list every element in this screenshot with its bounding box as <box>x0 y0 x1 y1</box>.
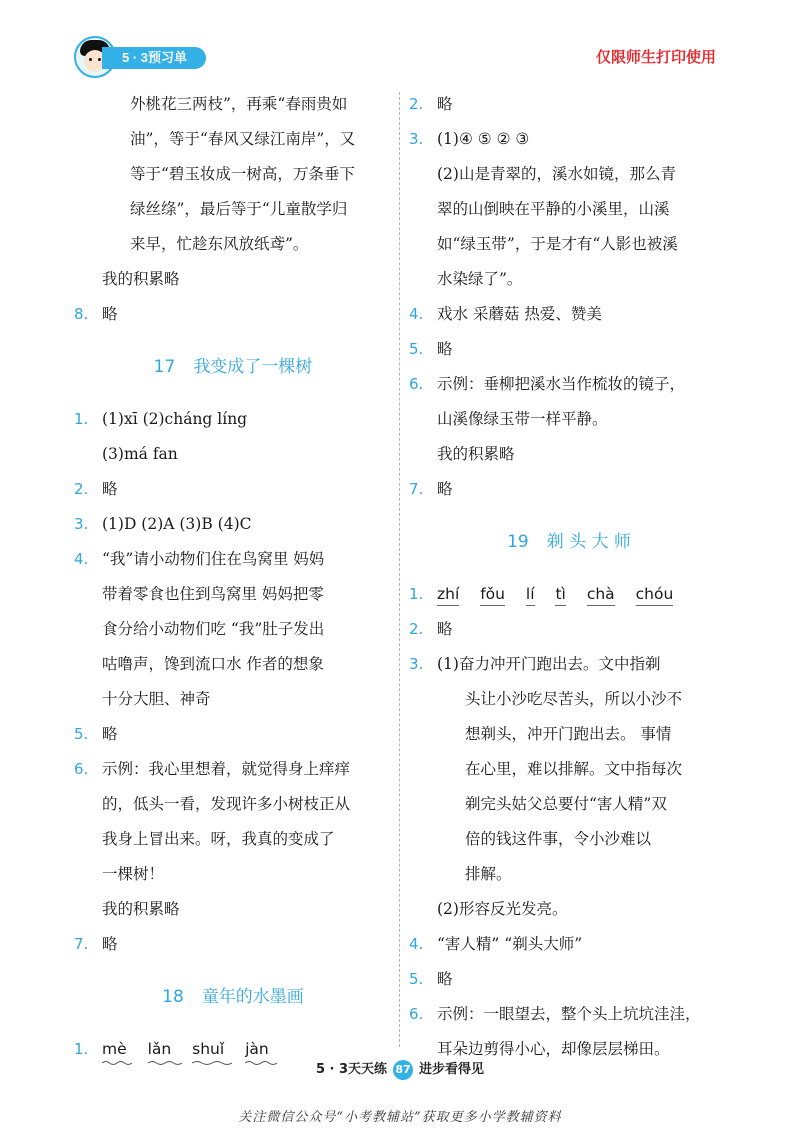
answer-item <box>74 542 392 577</box>
question-number: 2. <box>74 480 89 498</box>
watermark-note: 关注微信公众号“小考教辅站”获取更多小学教辅资料 <box>238 1110 562 1125</box>
answer-text: “害人精” “剃头大师” <box>437 935 583 953</box>
question-number: 1. <box>409 585 424 603</box>
page-header <box>0 0 800 90</box>
footer-slogan: 进步看得见 <box>419 1062 485 1077</box>
answer-text: 的，低头一看，发现许多小树枝正从 <box>102 795 351 813</box>
question-number: 2. <box>409 620 424 638</box>
answer-item <box>74 507 392 542</box>
lesson-number: 17 <box>153 357 176 377</box>
answer-text: (2)山是青翠的，溪水如镜，那么青 <box>437 165 676 183</box>
right-column <box>409 87 729 1067</box>
question-number: 6. <box>74 760 89 778</box>
answer-text: 示例：垂柳把溪水当作梳妆的镜子， <box>437 375 686 393</box>
answer-text: 示例：一眼望去，整个头上坑坑洼洼， <box>437 1005 701 1023</box>
answer-item <box>74 717 392 752</box>
question-number: 2. <box>409 95 424 113</box>
answer-text: 示例：我心里想着，就觉得身上痒痒 <box>102 760 351 778</box>
answer-item <box>409 577 729 612</box>
pinyin-answer: lǎn <box>148 1038 172 1060</box>
poem-line: 等于“碧玉妆成一树高，万条垂下 <box>130 165 355 183</box>
poem-line: 外桃花三两枝”，再乘“春雨贵如 <box>130 95 348 113</box>
answer-text: 我身上冒出来。呀，我真的变成了 <box>102 830 335 848</box>
pinyin-answer: mè <box>102 1038 127 1060</box>
poem-line: 来早，忙趁东风放纸鸢”。 <box>130 235 309 253</box>
answer-text: 十分大胆、神奇 <box>102 690 211 708</box>
pinyin-answer: fǒu <box>480 583 505 606</box>
answer-text: 翠的山倒映在平静的小溪里，山溪 <box>437 200 670 218</box>
answer-item <box>74 927 392 962</box>
answer-text: 略 <box>102 480 118 498</box>
answer-item <box>74 472 392 507</box>
answer-text: (3)má fan <box>102 445 178 463</box>
lesson-name: 我变成了一棵树 <box>193 357 313 377</box>
answer-text: 如“绿玉带”，于是才有“人影也被溪 <box>437 235 678 253</box>
pinyin-answer: chóu <box>636 583 674 606</box>
answer-item <box>409 927 729 962</box>
footer-brand: 5 · 3天天练 <box>315 1062 388 1077</box>
answer-text: 咕噜声，馋到流口水 作者的想象 <box>102 655 324 673</box>
answer-item <box>74 402 392 437</box>
answer-text: 略 <box>437 480 453 498</box>
answer-item <box>409 332 729 367</box>
answer-text: 想剃头，冲开门跑出去。 事情 <box>465 725 672 743</box>
question-number: 4. <box>409 305 424 323</box>
question-number: 3. <box>409 655 424 673</box>
answer-text: 略 <box>437 340 453 358</box>
page-footer <box>0 1058 800 1088</box>
lesson-number: 19 <box>507 532 529 552</box>
question-number: 6. <box>409 1005 424 1023</box>
answer-item <box>409 647 729 682</box>
answer-text: (2)形容反光发亮。 <box>437 900 568 918</box>
answer-item <box>409 297 729 332</box>
answer-text: 剃完头姑父总要付“害人精”双 <box>465 795 667 813</box>
answer-text: 山溪像绿玉带一样平静。 <box>437 410 608 428</box>
answer-item <box>409 962 729 997</box>
answer-text: (1)奋力冲开门跑出去。文中指剃 <box>437 655 661 673</box>
question-number: 1. <box>74 410 89 428</box>
question-number: 7. <box>409 480 424 498</box>
answer-text: 水染绿了”。 <box>437 270 523 288</box>
pinyin-answer: lí <box>526 583 535 606</box>
answer-text: 略 <box>437 95 453 113</box>
question-number: 5. <box>409 970 424 988</box>
page-number: 87 <box>393 1060 413 1080</box>
question-number: 6. <box>409 375 424 393</box>
question-number: 3. <box>409 130 424 148</box>
accumulation-note: 我的积累略 <box>102 270 180 288</box>
question-number: 8. <box>74 305 89 323</box>
answer-item <box>409 87 729 122</box>
pinyin-answer: tì <box>555 583 565 606</box>
answer-text: (1)D (2)A (3)B (4)C <box>102 515 252 533</box>
lesson-title <box>74 332 392 402</box>
answer-text: (1)④ ⑤ ② ③ <box>437 130 530 148</box>
answer-text: 食分给小动物们吃 “我”肚子发出 <box>102 620 325 638</box>
answer-text: 略 <box>437 970 453 988</box>
answer-item <box>409 367 729 402</box>
answer-text: 头让小沙吃尽苦头，所以小沙不 <box>465 690 683 708</box>
poem-line: 绿丝绦”，最后等于“儿童散学归 <box>130 200 348 218</box>
pinyin-answer: zhí <box>437 583 459 606</box>
answer-text: “我”请小动物们住在鸟窝里 妈妈 <box>102 550 325 568</box>
answer-text: 在心里，难以排解。文中指每次 <box>465 760 683 778</box>
answer-text: 排解。 <box>465 865 512 883</box>
answer-text: 倍的钱这件事，令小沙难以 <box>465 830 652 848</box>
question-number: 1. <box>74 1040 89 1058</box>
answer-text: 略 <box>102 935 118 953</box>
question-number: 5. <box>74 725 89 743</box>
question-number: 7. <box>74 935 89 953</box>
poem-line: 油”，等于“春风又绿江南岸”，又 <box>130 130 356 148</box>
question-number: 3. <box>74 515 89 533</box>
brand-label: 5 · 3预习单 <box>102 47 206 69</box>
answer-text: 一棵树！ <box>102 865 165 883</box>
answer-item <box>409 612 729 647</box>
lesson-name: 童年的水墨画 <box>201 987 304 1007</box>
question-number: 4. <box>409 935 424 953</box>
lesson-number: 18 <box>162 987 184 1007</box>
answer-text: 略 <box>102 725 118 743</box>
answer-item <box>409 997 729 1032</box>
question-number: 4. <box>74 550 89 568</box>
accumulation-note: 我的积累略 <box>437 445 515 463</box>
answer-item <box>409 122 729 157</box>
answer-item <box>74 752 392 787</box>
lesson-name: 剃 头 大 师 <box>546 532 631 552</box>
answer-text: 略 <box>102 305 118 323</box>
pinyin-answer: chà <box>587 583 615 606</box>
answer-item <box>409 472 729 507</box>
lesson-title <box>409 507 729 577</box>
answer-text: 带着零食也住到鸟窝里 妈妈把零 <box>102 585 324 603</box>
column-divider <box>399 92 400 1047</box>
pinyin-answer: jàn <box>245 1038 269 1060</box>
pinyin-answer: shuǐ <box>192 1038 224 1060</box>
answer-text: 戏水 采蘑菇 热爱、赞美 <box>437 305 602 323</box>
answer-item <box>74 297 392 332</box>
answer-text: (1)xī (2)cháng líng <box>102 410 248 428</box>
usage-restriction: 仅限师生打印使用 <box>596 48 717 66</box>
lesson-title <box>74 962 392 1032</box>
accumulation-note: 我的积累略 <box>102 900 180 918</box>
answer-text: 略 <box>437 620 453 638</box>
question-number: 5. <box>409 340 424 358</box>
left-column <box>74 87 392 1067</box>
answer-text: 耳朵边剪得小心，却像层层梯田。 <box>437 1040 670 1058</box>
